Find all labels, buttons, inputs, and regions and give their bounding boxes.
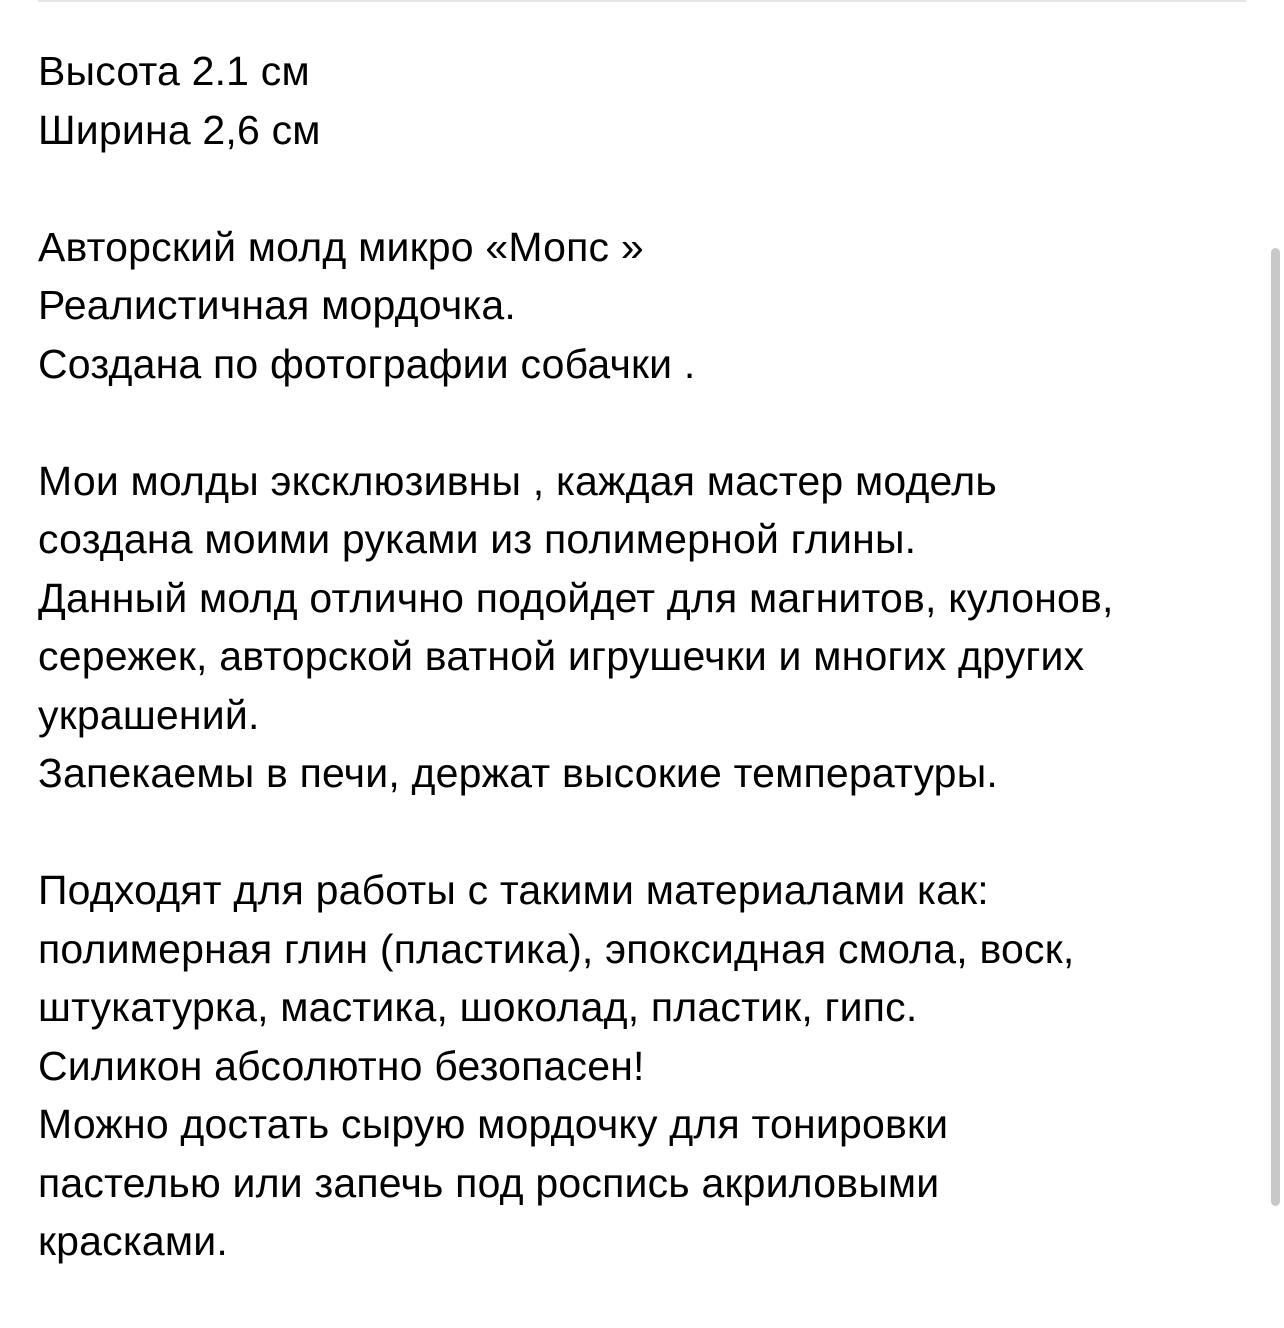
blank-line [38,803,1253,862]
description-text [38,42,1253,1271]
blank-line [38,393,1253,452]
text-line: создана моими руками из полимерной глины. [38,516,917,562]
text-line: Запекаемы в печи, держат высокие температуры. [38,750,998,796]
blank-line [38,159,1253,218]
text-line: красками. [38,1218,228,1264]
text-line: полимерная глин (пластика), эпоксидная смола, воск, [38,925,1075,972]
text-line: Реалистичная мордочка. [38,282,517,328]
text-line: Данный молд отлично подойдет для магнитов, кулонов, [38,574,1114,621]
text-line: пастелью или запечь под роспись акриловыми [38,1159,940,1206]
text-line: сережек, авторской ватной игрушечки и многих других [38,633,1085,679]
text-line: Высота 2.1 см [38,48,310,94]
text-line: Создана по фотографии собачки . [38,340,696,387]
text-line: Подходят для работы с такими материалами как: [38,867,989,913]
text-line: Мои молды эксклюзивны , каждая мастер модель [38,457,997,504]
text-line: Можно достать сырую мордочку для тонировки [38,1101,949,1147]
text-line: Силикон абсолютно безопасен! [38,1042,645,1089]
text-line: украшений. [38,691,260,738]
text-line: штукатурка, мастика, шоколад, пластик, гипс. [38,984,918,1030]
top-divider [38,0,1246,2]
text-line: Ширина 2,6 см [38,106,321,153]
scrollbar-thumb[interactable] [1271,248,1280,1206]
text-line: Авторский молд микро «Мопс » [38,223,644,270]
